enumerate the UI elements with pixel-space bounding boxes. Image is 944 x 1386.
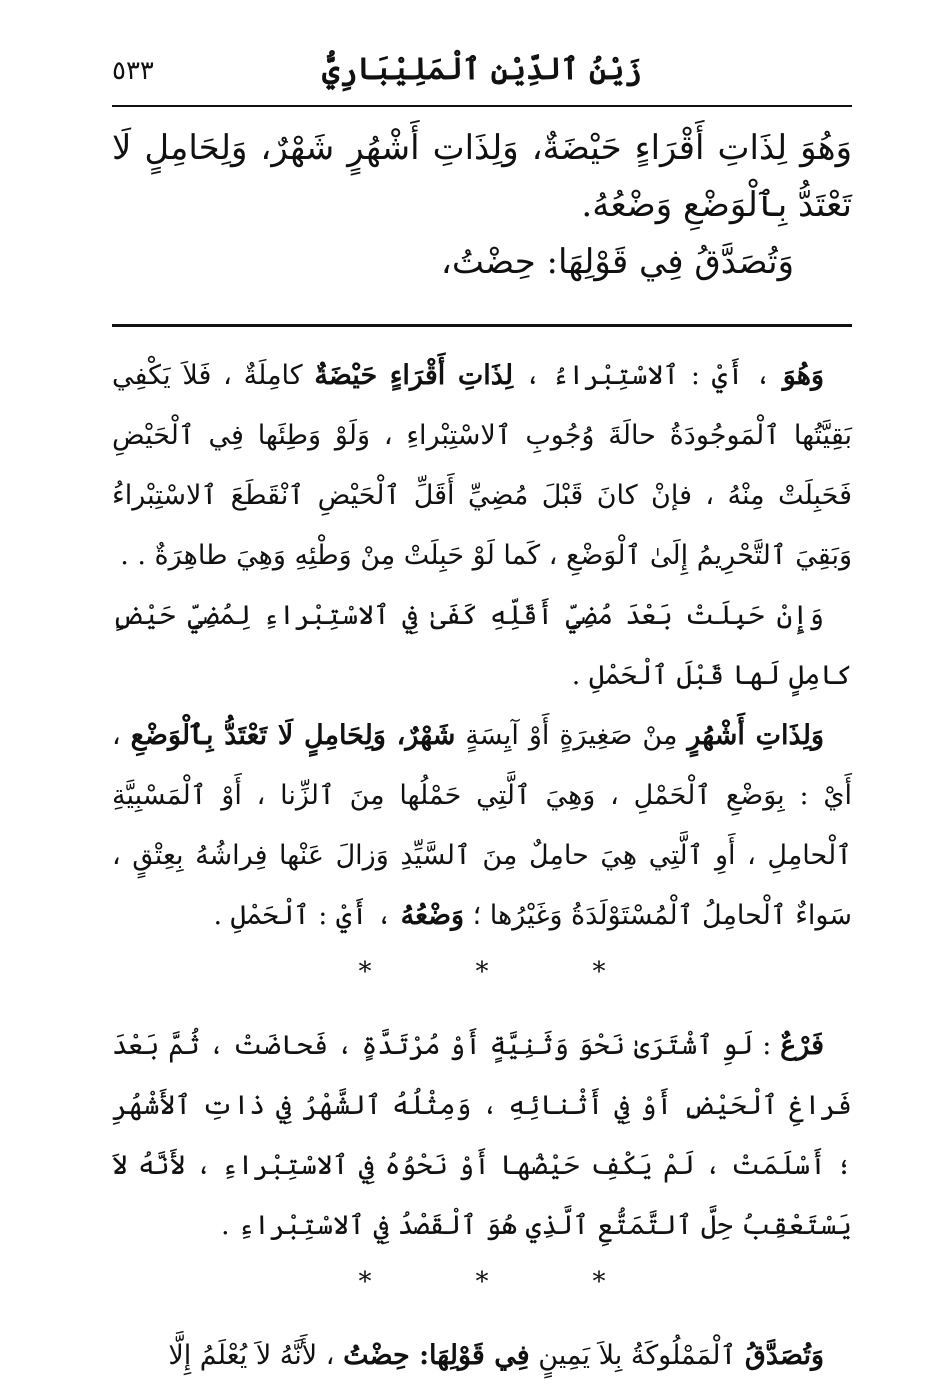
branch-heading: فَرْعٌ xyxy=(780,1030,824,1061)
quoted-main-text: وَهُوَ xyxy=(782,360,825,391)
commentary-text: ٱلْمَمْلُوكَةُ بِلاَ يَمِينٍ xyxy=(529,1340,745,1371)
quoted-main-text: شَهْرٌ، وَلِحَامِلٍ لَا تَعْتَدُّ بِٱلْوَضْعِ xyxy=(130,720,456,751)
commentary-text: كامِلَةٌ ، فَلاَ يَكْفِي بَقِيَّتُها ٱلْمَوجُودَةُ حالَةَ وُجُوبِ ٱلاسْتِبْراءِ ، وَلَوْ وَطِئَها فِي ٱلْحَيْضِ فَحَبِلَتْ مِنْهُ ، فإنْ كانَ قَبْلَ مُضِيِّ أَقَلِّ ٱلْحَيْضِ ٱنْقَطَعَ ٱلاسْتِبْراءُ وَبَقِيَ ٱلتَّحْرِيمُ إِلَىٰ ٱلْوَضْعِ ، كَما لَوْ حَبِلَتْ مِنْ وَطْئِهِ وَهِيَ طاهِرَةٌ . . xyxy=(112,360,852,571)
quoted-main-text: لِذَاتِ أَقْرَاءٍ حَيْضَةٌ xyxy=(314,360,514,391)
asterisk-ornament: * xyxy=(475,957,489,987)
asterisk-ornament: * xyxy=(358,957,372,987)
commentary-text: ، أَيْ : ٱلْحَمْلِ . xyxy=(213,900,401,931)
commentary-text: مِنْ صَغِيرَةٍ أَوْ آيِسَةٍ xyxy=(455,720,688,751)
commentary-paragraph xyxy=(112,1016,852,1256)
commentary-text: ، أَيْ : بِوَضْعِ ٱلْحَمْلِ ، وَهِيَ ٱلَّتِي حَمْلُها مِنَ ٱلزِّنا ، أَوْ ٱلْمَسْبِيَّةِ ٱلْحامِلِ ، أَوِ ٱلَّتِي هِيَ حامِلٌ مِنَ ٱلسَّيِّدِ وَزالَ عَنْها فِراشُهُ بِعِتْقٍ ، سَواءٌ ٱلْحامِلُ ٱلْمُسْتَوْلَدَةُ وَغَيْرُها ؛ xyxy=(112,720,852,931)
page-header xyxy=(112,50,852,102)
commentary-text: : لَوِ ٱشْتَرَىٰ نَحْوَ وَثَنِيَّةٍ أَوْ مُرْتَدَّةٍ ، فَحاضَتْ ، ثُمَّ بَعْدَ فَراغِ ٱلْحَيْضِ أَوْ فِي أَثْنائِهِ ، وَمِثْلُهُ ٱلشَّهْرُ فِي ذاتِ ٱلأَشْهُرِ ؛ أَسْلَمَتْ ، لَمْ يَكْفِ حَيْضُها أَوْ نَحْوُهُ فِي ٱلاسْتِبْراءِ ، لأَنَّهُ لاَ يَسْتَعْقِبُ حِلَّ ٱلتَّمَتُّعِ ٱلَّذِي هُوَ ٱلْقَصْدُ فِي ٱلاسْتِبْراءِ . xyxy=(112,1030,852,1241)
section-separator xyxy=(112,1260,852,1304)
main-text-line: وَتُصَدَّقُ فِي قَوْلِهَا: حِضْتُ، xyxy=(440,242,794,282)
asterisk-ornament: * xyxy=(475,1267,489,1297)
section-separator xyxy=(112,950,852,994)
text-divider-rule xyxy=(112,324,852,327)
commentary xyxy=(112,346,852,1386)
quoted-main-text: وَلِذَاتِ أَشْهُرٍ xyxy=(687,720,824,751)
asterisk-ornament: * xyxy=(592,957,606,987)
page-number: ٥٣٣ xyxy=(112,56,154,86)
running-title: زَيْنُ ٱلدِّيْنِ ٱلْمَلِيْبَارِيُّ xyxy=(322,52,642,87)
commentary-text: ، أَيْ : ٱلاسْتِبْراءُ ، xyxy=(513,360,783,391)
commentary-paragraph: وَإِنْ حَبِلَتْ بَعْدَ مُضِيِّ أَقَلِّهِ كَفَىٰ فِي ٱلاسْتِبْراءِ لِمُضِيِّ حَيْضٍ كامِلٍ لَها قَبْلَ ٱلْحَمْلِ . xyxy=(112,600,852,691)
commentary-paragraph xyxy=(112,1326,852,1386)
header-rule xyxy=(112,105,852,107)
main-text xyxy=(112,120,852,291)
asterisk-ornament: * xyxy=(592,1267,606,1297)
quoted-main-text: وَتُصَدَّقُ xyxy=(744,1340,824,1371)
main-text-line: وَهُوَ لِذَاتِ أَقْرَاءٍ حَيْضَةٌ، وَلِذَاتِ أَشْهُرٍ شَهْرٌ، وَلِحَامِلٍ لَا تَعْتَدُّ بِٱلْوَضْعِ وَضْعُهُ. xyxy=(112,128,852,225)
commentary-text: ، لأَنَّهُ لاَ يُعْلَمُ إِلَّا xyxy=(168,1340,344,1371)
asterisk-ornament: * xyxy=(358,1267,372,1297)
commentary-paragraph xyxy=(112,706,852,946)
quoted-main-text: وَضْعُهُ xyxy=(400,900,465,931)
quoted-main-text: فِي قَوْلِهَا: حِضْتُ xyxy=(343,1340,530,1371)
commentary-paragraph xyxy=(112,346,852,586)
